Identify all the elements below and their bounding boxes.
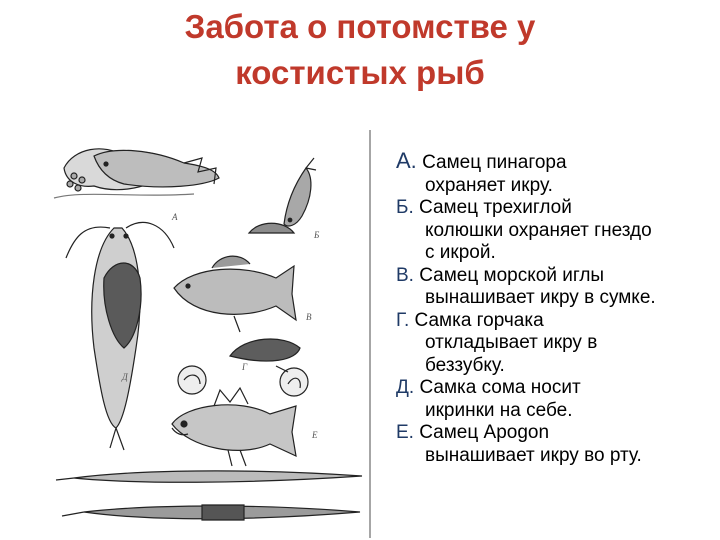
fish-drawings bbox=[44, 128, 376, 540]
figure-label-d: Д bbox=[122, 372, 128, 382]
figure-label-e: Е bbox=[312, 430, 318, 440]
fish-parental-care-illustration bbox=[44, 128, 376, 540]
figure-label-g: Г bbox=[242, 362, 248, 372]
list-item-text: Самец пинагора bbox=[422, 152, 567, 173]
list-item-text: Самец морской иглы bbox=[419, 264, 605, 286]
mussel-drawing bbox=[230, 339, 300, 361]
list-item bbox=[396, 422, 716, 467]
list-item bbox=[396, 310, 716, 378]
list-item-text: охраняет икру. bbox=[425, 174, 553, 196]
figure-label-a: А bbox=[172, 212, 178, 222]
parental-care-list bbox=[396, 150, 716, 467]
list-item bbox=[396, 265, 716, 310]
list-item bbox=[396, 377, 716, 422]
list-marker: А. bbox=[396, 148, 417, 173]
slide-title bbox=[0, 4, 720, 96]
lumpsucker-drawing bbox=[54, 149, 219, 198]
list-item-text: икринки на себе. bbox=[425, 399, 573, 421]
list-item bbox=[396, 197, 716, 265]
catfish-drawing bbox=[66, 222, 174, 450]
list-marker: В. bbox=[396, 264, 414, 286]
pipefish-drawing bbox=[56, 471, 362, 520]
list-marker: Б. bbox=[396, 197, 414, 218]
list-item-text: беззубку. bbox=[425, 354, 505, 376]
list-item-text: откладывает икру в bbox=[425, 332, 598, 353]
list-item-text: вынашивает икру в сумке. bbox=[425, 287, 656, 308]
slide-title-line-2: костистых рыб bbox=[235, 54, 485, 91]
list-item-text: вынашивает икру во рту. bbox=[425, 444, 642, 466]
list-item-text: Самец трехиглой bbox=[419, 197, 572, 218]
apogon-drawing bbox=[172, 388, 296, 466]
list-marker: Г. bbox=[396, 309, 410, 331]
figure-label-b: Б bbox=[314, 230, 320, 240]
list-marker: Д. bbox=[396, 377, 415, 398]
list-item-text: Самка горчака bbox=[414, 309, 544, 331]
stickleback-drawing bbox=[249, 158, 316, 233]
list-item-text: колюшки охраняет гнездо bbox=[425, 219, 652, 241]
figure-label-c: В bbox=[306, 312, 312, 322]
list-item-text: Самка сома носит bbox=[419, 377, 581, 398]
bitterling-drawing bbox=[174, 256, 296, 332]
list-item-text: Самец Apogon bbox=[419, 422, 550, 443]
list-item bbox=[396, 150, 716, 197]
list-item-text: с икрой. bbox=[425, 242, 496, 263]
slide-title-line-1: Забота о потомстве у bbox=[184, 8, 536, 45]
list-marker: Е. bbox=[396, 422, 414, 443]
